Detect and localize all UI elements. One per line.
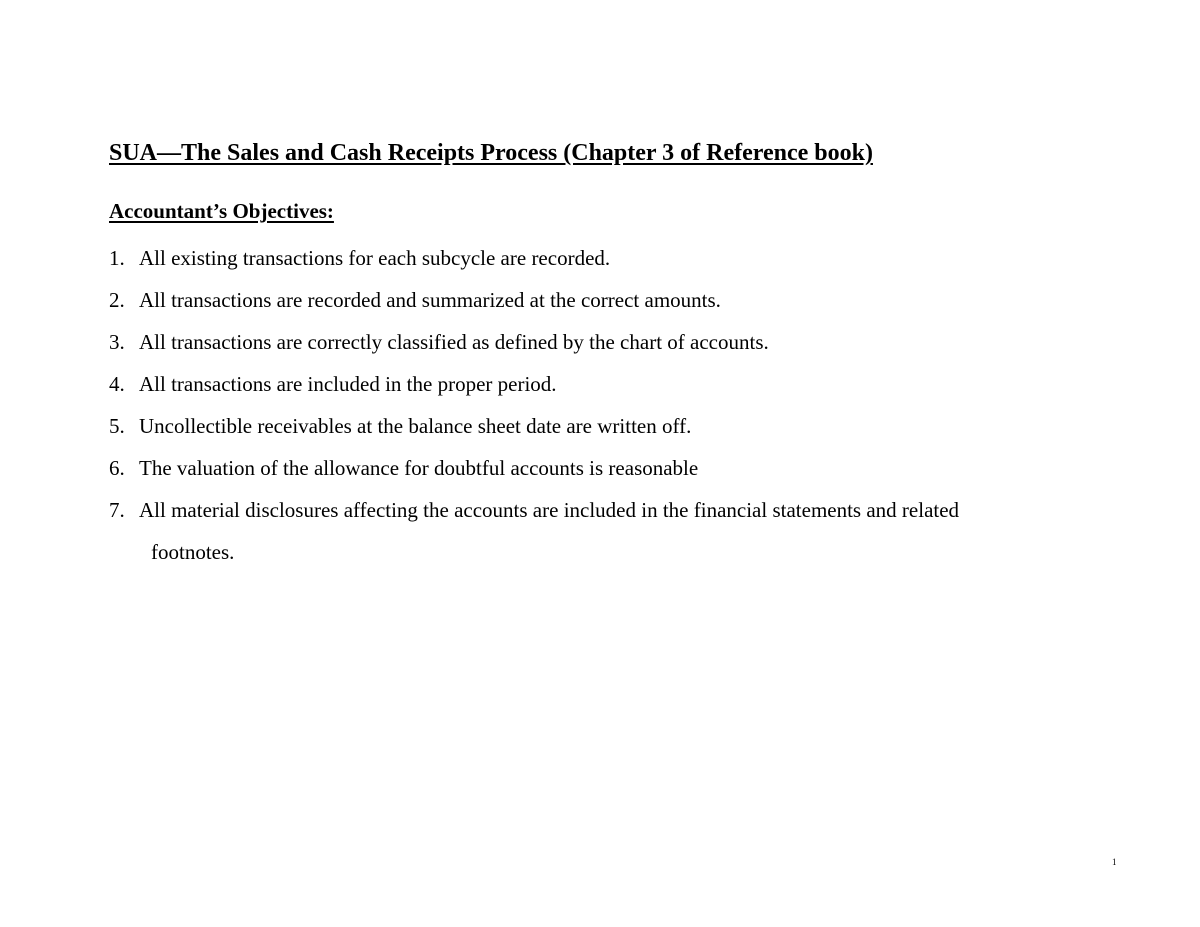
- list-item: [109, 321, 1109, 363]
- list-item-text: The valuation of the allowance for doubtful accounts is reasonable: [139, 456, 699, 480]
- list-item-continuation: footnotes.: [151, 540, 235, 564]
- list-item: [109, 279, 1109, 321]
- list-item: [109, 237, 1109, 279]
- list-item-number: 2.: [109, 288, 125, 312]
- section-heading-objectives: Accountant’s Objectives:: [109, 199, 334, 223]
- list-item-number: 5.: [109, 414, 125, 438]
- list-item: [109, 489, 1109, 573]
- list-item: [109, 363, 1109, 405]
- list-item-number: 7.: [109, 498, 125, 522]
- list-item-number: 4.: [109, 372, 125, 396]
- objectives-list: [109, 237, 1109, 573]
- list-item-text: All existing transactions for each subcycle are recorded.: [139, 246, 611, 270]
- document-title: SUA—The Sales and Cash Receipts Process (Chapter 3 of Reference book): [109, 140, 873, 166]
- list-item-number: 1.: [109, 246, 125, 270]
- list-item-text: All transactions are correctly classified as defined by the chart of accounts.: [139, 330, 769, 354]
- list-item-number: 3.: [109, 330, 125, 354]
- list-item-text: Uncollectible receivables at the balance sheet date are written off.: [139, 414, 692, 438]
- list-item-number: 6.: [109, 456, 125, 480]
- list-item-text: All transactions are included in the proper period.: [139, 372, 557, 396]
- list-item-text: All material disclosures affecting the accounts are included in the financial statements and related: [139, 498, 960, 522]
- list-item: [109, 405, 1109, 447]
- page-number: 1: [1112, 857, 1117, 867]
- list-item: [109, 447, 1109, 489]
- list-item-text: All transactions are recorded and summarized at the correct amounts.: [139, 288, 721, 312]
